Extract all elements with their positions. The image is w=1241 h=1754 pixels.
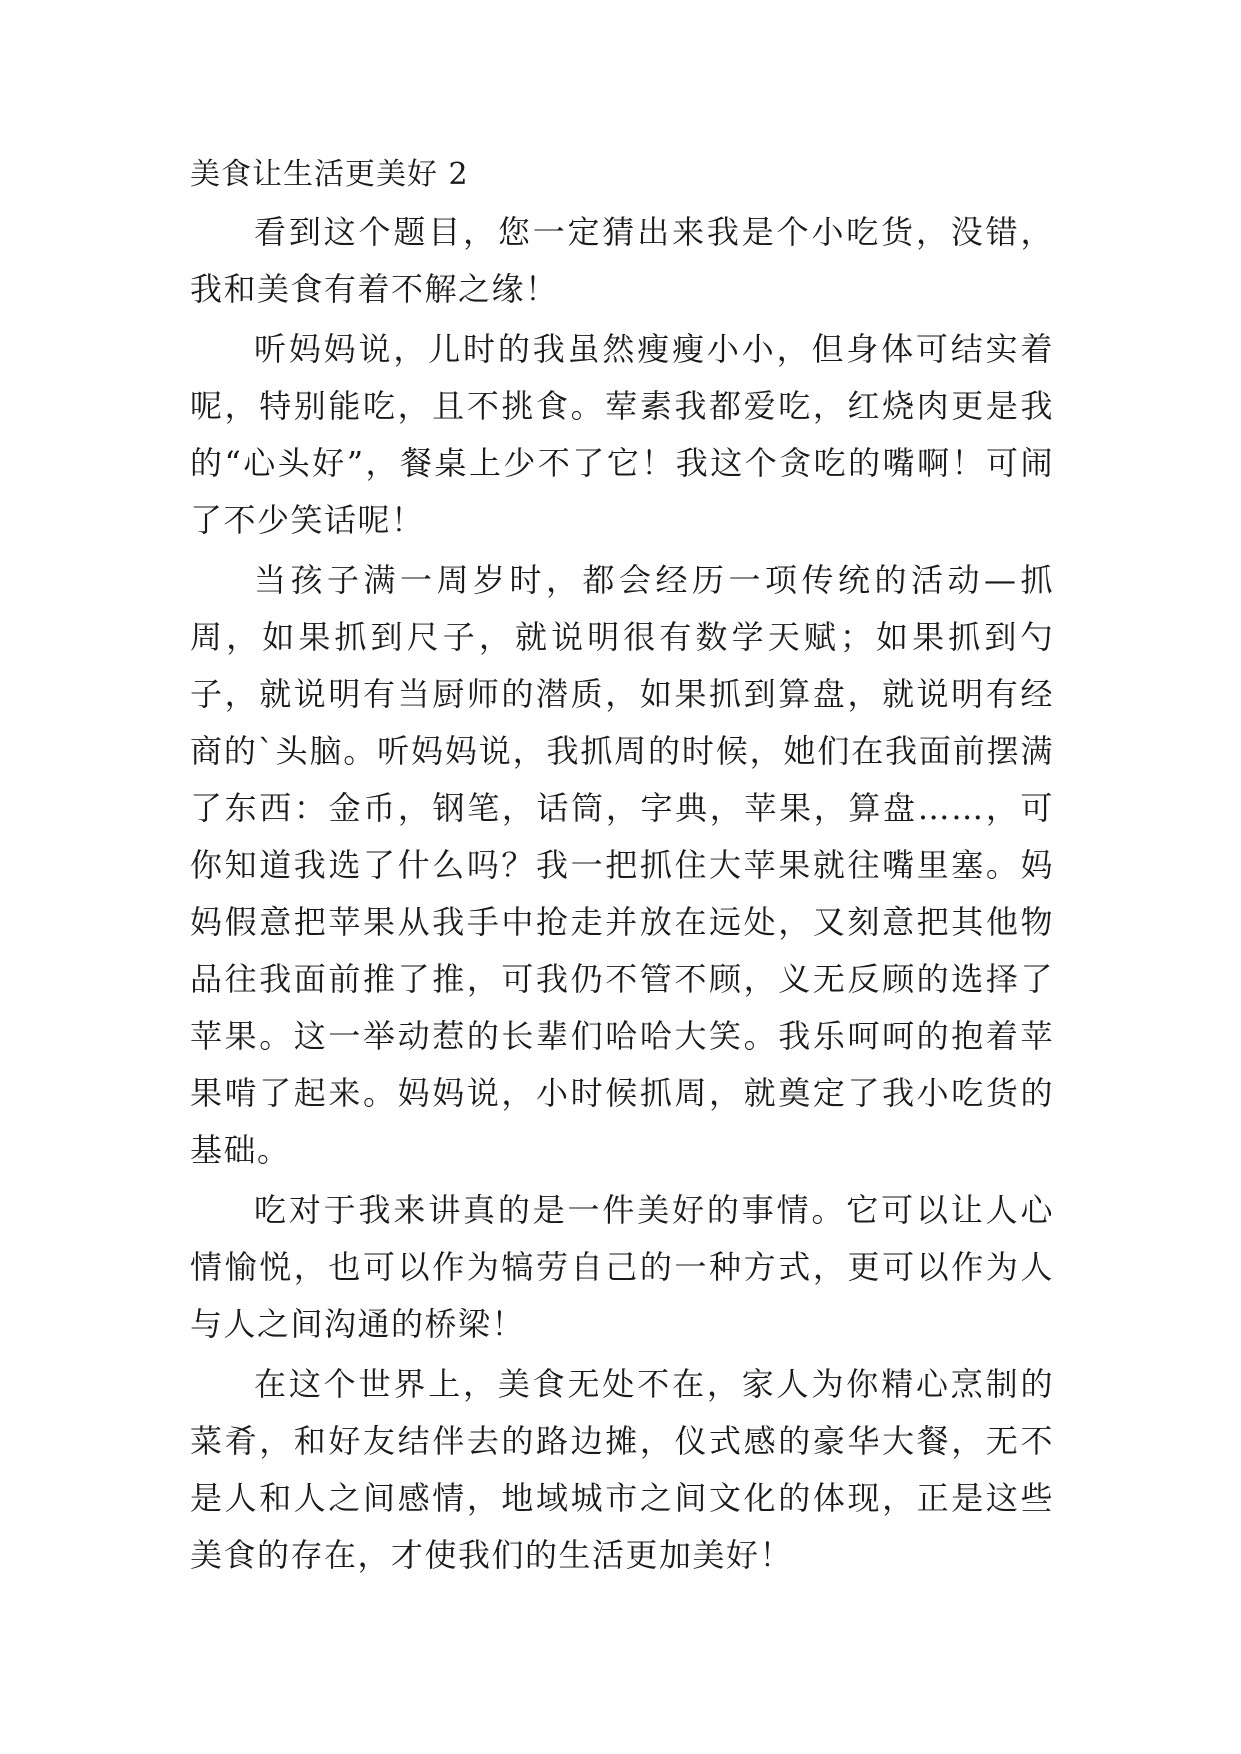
paragraph-2: 听妈妈说，儿时的我虽然瘦瘦小小，但身体可结实着呢，特别能吃，且不挑食。荤素我都爱吃，红烧肉更是我的“心头好”，餐桌上少不了它！我这个贪吃的嘴啊！可闹了不少笑话呢！ (190, 330, 1054, 539)
document-title: 美食让生活更美好 2 (190, 157, 469, 192)
paragraph-5: 在这个世界上，美食无处不在，家人为你精心烹制的菜肴，和好友结伴去的路边摊，仪式感的豪华大餐，无不是人和人之间感情，地域城市之间文化的体现，正是这些美食的存在，才使我们的生活更加美好！ (190, 1365, 1054, 1574)
paragraph-1: 看到这个题目，您一定猜出来我是个小吃货，没错，我和美食有着不解之缘！ (190, 213, 1054, 308)
document-page (190, 150, 1054, 1587)
paragraph-3: 当孩子满一周岁时，都会经历一项传统的活动—抓周，如果抓到尺子，就说明很有数学天赋；如果抓到勺子，就说明有当厨师的潜质，如果抓到算盘，就说明有经商的`头脑。听妈妈说，我抓周的时候，她们在我面前摆满了东西：金币，钢笔，话筒，字典，苹果，算盘……，可你知道我选了什么吗？我一把抓住大苹果就往嘴里塞。妈妈假意把苹果从我手中抢走并放在远处，又刻意把其他物品往我面前推了推，可我仍不管不顾，义无反顾的选择了苹果。这一举动惹的长辈们哈哈大笑。我乐呵呵的抱着苹果啃了起来。妈妈说，小时候抓周，就奠定了我小吃货的基础。 (190, 561, 1054, 1169)
paragraph-4: 吃对于我来讲真的是一件美好的事情。它可以让人心情愉悦，也可以作为犒劳自己的一种方式，更可以作为人与人之间沟通的桥梁！ (190, 1191, 1054, 1343)
